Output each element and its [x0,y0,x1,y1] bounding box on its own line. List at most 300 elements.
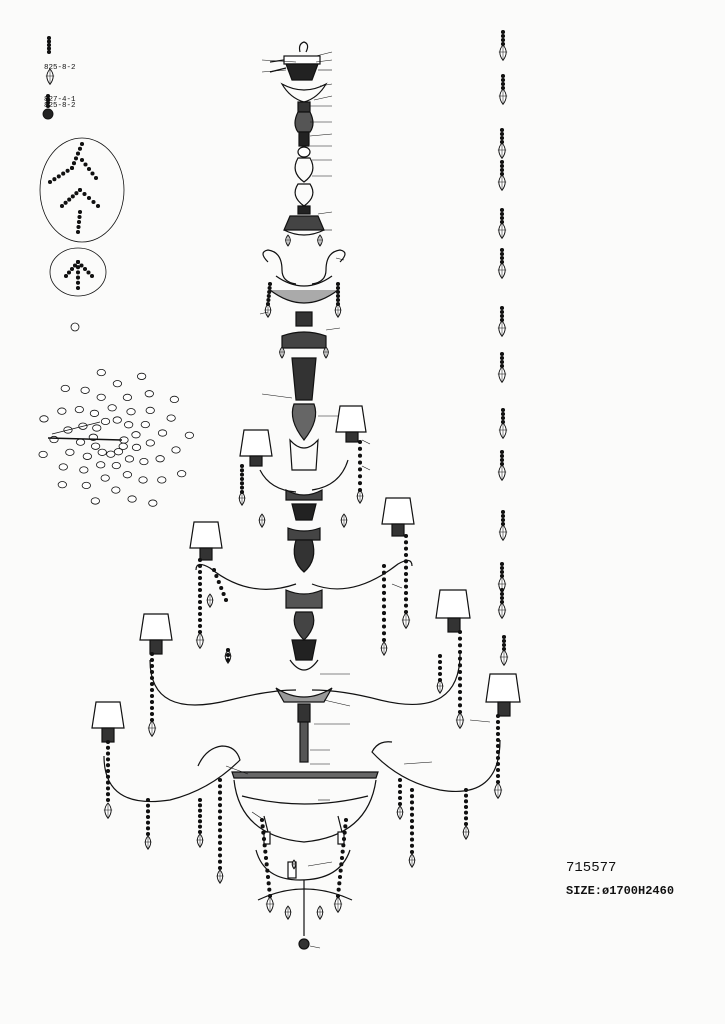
leader-line [326,328,340,330]
leader-line [362,466,370,470]
bead-chain [224,598,227,601]
bead-chain [240,477,243,480]
chain-icon-right-11 [500,562,503,565]
leader-line [308,862,332,866]
chain-icon-right-11 [500,570,503,573]
chain-icon-o [47,43,50,46]
spiral-bead-loop [124,422,132,428]
spiral-bead-loop [123,472,131,478]
bead-chain [198,830,201,833]
chain-icon-o [47,40,50,43]
chain-s-3 [76,271,79,274]
bead-chain [106,746,109,749]
bead-chain [458,677,461,680]
bead-chain [198,618,201,621]
chain-icon-right-4 [500,208,503,211]
chain-r-6 [78,215,81,218]
chain-r-4 [68,198,71,201]
bead-chain [268,282,271,285]
central-column-cage [276,358,332,762]
chain-icon-right-13 [502,643,505,646]
bead-chain [198,825,201,828]
bead-chain [218,804,221,807]
bead-chain [336,286,339,289]
bead-chain [106,740,109,743]
bead-chain [265,863,268,866]
chain-icon-right-0 [501,34,504,37]
spiral-bead-loop [61,385,69,391]
spiral-bead-loop [123,394,131,400]
spiral-bead-loop [158,477,166,483]
bead-chain [218,841,221,844]
bead-ring-diagram [40,138,124,331]
bead-chain [404,591,407,594]
spiral-bead-loop [128,496,136,502]
spiral-bead-loop [82,482,90,488]
chain-r-3 [91,172,94,175]
bead-chain [240,482,243,485]
spiral-bead-loop [97,369,105,375]
bead-chain [382,571,385,574]
bead-chain [410,838,413,841]
bead-chain [198,606,201,609]
spiral-bead-loop [167,415,175,421]
bead-chain [464,805,467,808]
spiral-bead-loop [145,391,153,397]
chain-icon-right-6 [500,314,503,317]
bead-chain [438,654,441,657]
chain-icon-right-9 [500,458,503,461]
bead-chain [358,461,361,464]
bead-chain [267,294,270,297]
bead-chain [458,670,461,673]
bead-chain [262,831,265,834]
bead-chain [336,294,339,297]
chain-s-2 [90,274,93,277]
chain-icon-right-2 [500,128,503,131]
bead-chain [464,822,467,825]
spiral-bead-loop [76,439,84,445]
bead-chain [150,712,153,715]
bead-chain [198,576,201,579]
chain-r-1 [74,157,77,160]
chain-r-3 [84,163,87,166]
bead-chain [146,832,149,835]
bead-chain [150,700,153,703]
bead-chain [146,798,149,801]
bead-chain [458,704,461,707]
bead-chain [404,598,407,601]
spiral-bead-loop [93,425,101,431]
bead-chain [496,732,499,735]
bead-chain [438,678,441,681]
spiral-bead-loop [146,440,154,446]
chain-s-3 [76,276,79,279]
bead-chain [217,580,220,583]
bead-chain [150,670,153,673]
spiral-bead-loop [90,410,98,416]
bead-chain [404,604,407,607]
chain-icon-right-12 [500,596,503,599]
bead-chain [404,579,407,582]
bead-chain [266,869,269,872]
bead-chain [150,676,153,679]
bead-chain [266,302,269,305]
bead-chain [267,882,270,885]
bead-chain [240,464,243,467]
bead-chain [198,594,201,597]
spiral-bead-loop [146,407,154,413]
bead-chain [212,568,215,571]
spiral-bead-loop [140,458,148,464]
bead-chain [106,775,109,778]
bead-chain [339,869,342,872]
bead-chain [106,758,109,761]
bead-chain [218,785,221,788]
bead-chain [218,866,221,869]
leader-line [470,720,490,722]
bead-chain [150,652,153,655]
bead-chain [262,837,265,840]
leader-line [262,70,286,72]
chain-icon-right-1 [501,74,504,77]
chain-icon-right-2 [500,132,503,135]
bead-chain [404,566,407,569]
spiral-bead-loop [185,432,193,438]
bead-chain [268,888,271,891]
bead-chain [240,486,243,489]
chain-r-5 [78,188,81,191]
chain-r-2 [48,180,51,183]
chain-icon-right-7 [500,360,503,363]
bead-chain [410,801,413,804]
chain-r-1 [76,152,79,155]
bead-chain [198,624,201,627]
bead-chain [398,778,401,781]
chain-icon-right-5 [500,252,503,255]
bead-chain [496,726,499,729]
spiral-bead-loop [75,406,83,412]
bead-chain [398,784,401,787]
bead-chain [338,875,341,878]
bead-chain [240,473,243,476]
bead-chain [198,630,201,633]
bead-chain [382,625,385,628]
chain-r-3 [80,158,83,161]
chain-icon-right-0 [501,38,504,41]
chain-icon-right-13 [502,635,505,638]
bead-chain [338,882,341,885]
bead-chain [404,560,407,563]
spiral-bead-loop [108,405,116,411]
bead-chain [264,850,267,853]
bead-chain [146,821,149,824]
bead-chain [146,815,149,818]
spiral-bead-loop [97,394,105,400]
chain-icon-right-8 [501,412,504,415]
spiral-bead-loop [114,449,122,455]
spiral-bead-loop [91,443,99,449]
bead-chain [150,658,153,661]
chain-icon-right-8 [501,416,504,419]
spiral-bead-loop [83,453,91,459]
chain-icon-right-10 [501,510,504,513]
bead-chain [410,832,413,835]
bead-chain [106,798,109,801]
chain-r-5 [92,200,95,203]
canopy-hook [270,42,326,102]
bead-chain [146,810,149,813]
bead-chain [382,611,385,614]
bead-chain [382,632,385,635]
spiral-bead-loop [132,444,140,450]
bead-chain [342,837,345,840]
leader-line [262,394,292,398]
bead-chain [496,750,499,753]
bead-chain [226,653,229,656]
chain-icon-right-5 [500,256,503,259]
bead-chain [458,657,461,660]
bead-chain [215,574,218,577]
bead-chain [106,752,109,755]
bead-chain [218,848,221,851]
bead-chain [150,682,153,685]
bead-chain [268,290,271,293]
bead-chain [198,582,201,585]
spiral-bead-loop [59,464,67,470]
leader-line [392,584,402,588]
bead-chain [268,286,271,289]
bead-chain [198,798,201,801]
bead-chain [410,788,413,791]
chain-icon-right-4 [500,216,503,219]
spiral-bead-loop [149,500,157,506]
spiral-bead-loop [50,436,58,442]
spiral-bead-loop [156,456,164,462]
leader-line [252,812,264,820]
bead-chain [458,637,461,640]
bead-chain [106,787,109,790]
bead-chain [218,816,221,819]
bead-chain [337,888,340,891]
chain-s-3 [76,281,79,284]
chain-icon-right-10 [501,518,504,521]
bead-chain [342,844,345,847]
bead-chain [344,825,347,828]
bead-chain [404,585,407,588]
spiral-bead-loop [137,373,145,379]
bead-chain [404,572,407,575]
bead-chain [404,534,407,537]
bead-chain [198,564,201,567]
chain-icon-right-7 [500,356,503,359]
chain-icon-right-8 [501,408,504,411]
chain-icon-o [47,36,50,39]
bead-chain [222,592,225,595]
bead-chain [198,809,201,812]
bead-chain [336,894,339,897]
bead-chain [410,813,413,816]
top-crown [284,216,324,235]
chain-icon-right-7 [500,352,503,355]
chain-r-5 [87,196,90,199]
chain-icon-right-6 [500,310,503,313]
chain-icon-right-12 [500,592,503,595]
bead-chain [267,298,270,301]
chain-s-3 [76,260,79,263]
chain-s-1 [67,271,70,274]
bead-chain [336,298,339,301]
bead-chain [382,578,385,581]
chain-icon-right-1 [501,82,504,85]
chain-r-5 [96,204,99,207]
spiral-bead-loop [170,396,178,402]
leader-line [310,946,320,948]
model-number: 715577 [566,860,617,876]
bead-chain [410,807,413,810]
bead-chain [340,856,343,859]
spiral-bead-loop [107,451,115,457]
bead-chain [336,282,339,285]
bead-chain [198,814,201,817]
bead-chain [218,797,221,800]
bead-chain [263,844,266,847]
chain-r-1 [80,142,83,145]
chain-r-3 [94,176,97,179]
spiral-bead-loop [127,409,135,415]
bead-chain [496,768,499,771]
chain-s-2 [83,267,86,270]
spiral-pointer [48,438,122,440]
bead-chain [438,666,441,669]
bead-chain [150,664,153,667]
bead-chain [150,694,153,697]
bead-chain [382,598,385,601]
tier-small-scroll-arms [263,250,345,348]
spiral-bead-loop [101,418,109,424]
chain-icon-right-12 [500,588,503,591]
bead-chain [218,835,221,838]
bead-chain [358,488,361,491]
bead-chain [106,769,109,772]
bead-chain [226,648,229,651]
spiral-bead-loop [58,482,66,488]
bead-chain [410,826,413,829]
chain-s-3 [76,286,79,289]
spiral-bead-loop [97,462,105,468]
bead-chain [150,706,153,709]
bead-chain [464,788,467,791]
bead-chain [240,490,243,493]
bead-chain [146,827,149,830]
spiral-bead-loop [80,467,88,473]
chain-icon-right-9 [500,450,503,453]
bead-chain [218,810,221,813]
chain-r-6 [76,230,79,233]
leader-line [314,96,332,100]
chain-r-2 [53,178,56,181]
bead-chain [344,818,347,821]
bead-chain [106,781,109,784]
chain-r-2 [57,175,60,178]
part-code-p: 825-8-2 [44,64,76,72]
bead-chain [218,860,221,863]
chain-r-2 [70,166,73,169]
bead-chain [341,850,344,853]
bead-chain [218,829,221,832]
chain-icon-right-6 [500,306,503,309]
spiral-bead-loop [113,380,121,386]
size-spec: SIZE:ø1700H2460 [566,884,675,898]
bead-chain [496,720,499,723]
leader-line [310,134,332,136]
bead-chain [458,664,461,667]
bead-chain [358,475,361,478]
chain-s-3 [76,266,79,269]
chain-icon-right-9 [500,454,503,457]
chain-r-6 [77,220,80,223]
bead-chain [218,791,221,794]
bead-chain [266,875,269,878]
bead-chain [464,800,467,803]
bead-chain [218,778,221,781]
chain-icon-right-2 [500,136,503,139]
chain-r-6 [77,225,80,228]
spiral-bead-loop [40,416,48,422]
leader-line [362,440,370,444]
bead-chain [410,850,413,853]
bead-chain [496,780,499,783]
bead-chain [458,630,461,633]
part-code-q: 827-4-1 [44,96,76,104]
chain-r-4 [71,195,74,198]
bead-chain [336,302,339,305]
bead-chain [358,447,361,450]
spiral-bead-loop [141,421,149,427]
bead-chain [220,586,223,589]
bead-chain [343,831,346,834]
chain-r-3 [87,167,90,170]
bead-chain [496,762,499,765]
bead-chain [404,547,407,550]
bead-chain [358,454,361,457]
bead-chain [382,585,385,588]
bead-chain [198,820,201,823]
leader-line [318,212,332,214]
bead-chain [340,863,343,866]
chain-icon-right-4 [500,212,503,215]
part-code-q: 825-8-2 [44,102,76,110]
bead-chain [404,553,407,556]
chain-r-2 [66,169,69,172]
bead-chain [404,541,407,544]
spiral-bead-loop [112,487,120,493]
bead-chain [198,588,201,591]
chain-r-4 [64,201,67,204]
bead-chain [496,756,499,759]
spiral-bead-loop [125,456,133,462]
spiral-bead-loop [132,432,140,438]
bead-chain [358,468,361,471]
bead-chain [382,618,385,621]
leader-line [316,52,332,56]
bead-chain [150,718,153,721]
chain-r-4 [75,192,78,195]
bead-chain [458,690,461,693]
spiral-bead-loop [98,449,106,455]
bead-chain [198,570,201,573]
bead-chain [198,804,201,807]
